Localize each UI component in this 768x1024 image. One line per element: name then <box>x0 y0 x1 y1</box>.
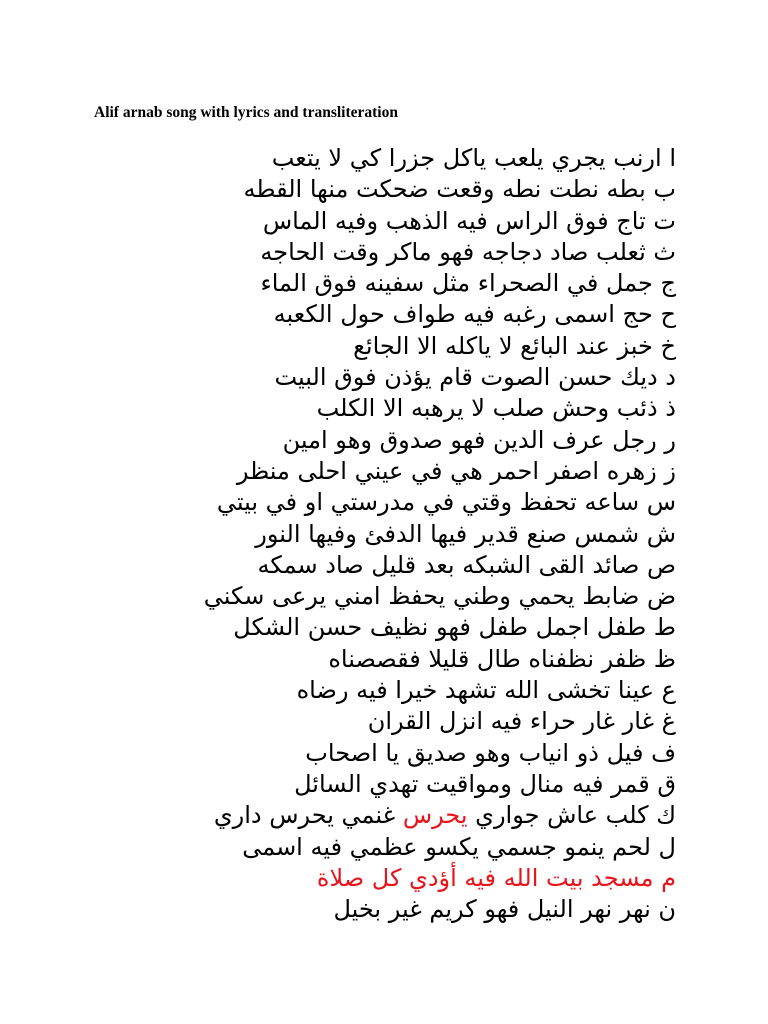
lyric-line-nun: ن نهر نهر النيل فهو كريم غير بخيل <box>333 895 676 924</box>
kaf-line-start: ك كلب عاش جواري <box>467 801 676 830</box>
lyric-line-qaf: ق قمر فيه منال ومواقيت تهدي السائل <box>294 769 676 798</box>
lyric-line-dhal: ذ ذئب وحش صلب لا يرهبه الا الكلب <box>316 394 676 423</box>
lyric-line-sin: س ساعه تحفظ وقتي في مدرستي او في بيتي <box>216 488 676 517</box>
kaf-line-end: غنمي يحرس داري <box>213 801 403 830</box>
lyric-line-ba: ب بطه نطت نطه وقعت ضحكت منها القطه <box>243 175 676 204</box>
lyric-line-jim: ج جمل في الصحراء مثل سفينه فوق الماء <box>260 269 676 298</box>
lyric-line-ra: ر رجل عرف الدين فهو صدوق وهو امين <box>282 425 676 454</box>
lyric-line-dal: د ديك حسن الصوت قام يؤذن فوق البيت <box>274 363 676 392</box>
lyric-line-ha: ح حج اسمى رغبه فيه طواف حول الكعبه <box>273 300 676 329</box>
lyric-line-tha: ث ثعلب صاد دجاجه فهو ماكر وقت الحاجه <box>260 237 676 266</box>
lyric-line-ghayn: غ غار غار حراء فيه انزل القران <box>367 707 676 736</box>
kaf-line-highlight: يحرس <box>402 801 468 830</box>
lyric-line-zay: ز زهره اصفر احمر هي في عيني احلى منظر <box>236 456 676 485</box>
lyric-line-ayn: ع عينا تخشى الله تشهد خيرا فيه رضاه <box>296 676 676 705</box>
lyric-line-sad: ص صائد القى الشبكه بعد قليل صاد سمكه <box>257 550 676 579</box>
lyric-line-fa: ف فيل ذو انياب وهو صديق يا اصحاب <box>305 738 676 767</box>
lyric-line-kaf <box>100 800 676 831</box>
lyric-line-zah: ظ ظفر نظفناه طال قليلا فقصصناه <box>328 644 676 673</box>
lyric-line-tah: ط طفل اجمل طفل فهو نظيف حسن الشكل <box>233 613 676 642</box>
document-title: Alif arnab song with lyrics and transliteration <box>94 104 398 121</box>
lyric-line-kha: خ خبز عند البائع لا ياكله الا الجائع <box>353 331 676 360</box>
lyric-line-alif: ا ارنب يجري يلعب ياكل جزرا كي لا يتعب <box>271 144 676 172</box>
lyric-line-mim: م مسجد بيت الله فيه أؤدي كل صلاة <box>316 863 676 892</box>
lyric-line-lam: ل لحم ينمو جسمي يكسو عظمي فيه اسمى <box>242 832 676 861</box>
lyrics-list <box>100 143 676 925</box>
lyric-line-shin: ش شمس صنع قدير فيها الدفئ وفيها النور <box>255 519 676 548</box>
lyric-line-ta: ت تاج فوق الراس فيه الذهب وفيه الماس <box>262 206 676 235</box>
lyric-line-dad: ض ضابط يحمي وطني يحفظ امني يرعى سكني <box>203 582 676 611</box>
